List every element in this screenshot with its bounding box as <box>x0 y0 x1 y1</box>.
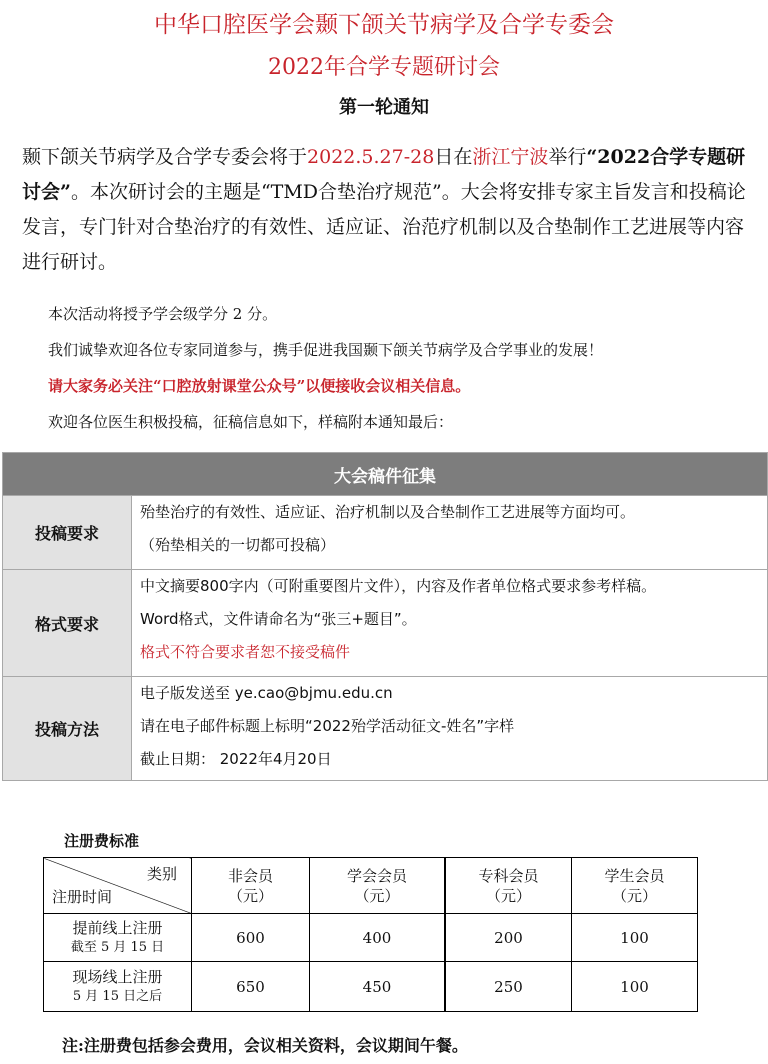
intro-place: 浙江宁波 <box>472 146 549 168</box>
intro-text-4: 。本次研讨会的主题是“TMD合垫治疗规范”。大会将安排专家主旨发言和投稿论发言，专门针对合垫治疗的有效性、适应证、治范疗机制以及合垫制作工艺进展等内容进行研讨。 <box>22 181 746 273</box>
corner-category: 类别 <box>146 865 177 883</box>
col-name: 学会会员 <box>346 866 407 885</box>
fee-cell: 200 <box>445 914 572 962</box>
corner-time: 注册时间 <box>52 888 113 906</box>
col-name: 专科会员 <box>478 866 539 885</box>
row-name: 现场线上注册 <box>72 967 163 986</box>
fee-cell: 100 <box>572 914 698 962</box>
cfp-method-line: 请在电子邮件标题上标明“2022殆学活动征文-姓名”字样 <box>140 717 515 735</box>
cfp-format-warning: 格式不符合要求者恕不接受稿件 <box>140 643 351 661</box>
table-corner-header <box>44 858 192 914</box>
call-for-papers-table <box>2 452 768 781</box>
registration-fee-table <box>43 857 698 1012</box>
registration-label: 注册费标准 <box>64 832 140 850</box>
col-unit: （元） <box>485 886 531 905</box>
col-unit: （元） <box>611 886 657 905</box>
title-society: 中华口腔医学会颞下颌关节病学及合学专委会 <box>154 12 614 38</box>
note-follow-account: 请大家务必关注“口腔放射课堂公众号”以便接收会议相关信息。 <box>48 377 471 395</box>
fee-cell: 450 <box>310 962 446 1012</box>
cfp-requirements <box>132 496 768 570</box>
row-name: 提前线上注册 <box>72 918 163 937</box>
col-header <box>192 858 310 914</box>
fee-cell: 650 <box>192 962 310 1012</box>
note-credit: 本次活动将授予学会级学分 2 分。 <box>48 305 278 323</box>
col-unit: （元） <box>354 886 400 905</box>
col-header <box>310 858 446 914</box>
row-sub: 截至 5 月 15 日 <box>70 939 165 955</box>
fee-cell: 250 <box>445 962 572 1012</box>
table-row <box>44 962 698 1012</box>
footer-note: 注:注册费包括参会费用，会议相关资料，会议期间午餐。 <box>62 1036 468 1055</box>
row-sub: 5 月 15 日之后 <box>72 988 163 1004</box>
col-header <box>572 858 698 914</box>
col-unit: （元） <box>227 886 273 905</box>
row-header <box>44 914 192 962</box>
col-name: 学生会员 <box>604 866 665 885</box>
cfp-label-format: 格式要求 <box>3 570 132 677</box>
intro-text-1: 颞下颌关节病学及合学专委会将于 <box>22 146 308 168</box>
cfp-label-requirements: 投稿要求 <box>3 496 132 570</box>
col-name: 非会员 <box>227 866 273 885</box>
cfp-method-email[interactable]: 电子版发送至 ye.cao@bjmu.edu.cn <box>140 684 393 702</box>
title-seminar: 2022年合学专题研讨会 <box>268 55 500 80</box>
title-notice: 第一轮通知 <box>339 97 429 118</box>
col-header <box>445 858 572 914</box>
intro-date: 2022.5.27-28 <box>307 146 435 168</box>
cfp-requirements-line: 殆垫治疗的有效性、适应证、治疗机制以及合垫制作工艺进展等方面均可。 <box>140 503 636 521</box>
row-header <box>44 962 192 1012</box>
fee-cell: 400 <box>310 914 446 962</box>
intro-text-3: 举行 <box>548 146 587 168</box>
table-row <box>44 914 698 962</box>
cfp-method-deadline: 截止日期： 2022年4月20日 <box>140 750 332 768</box>
intro-text-2: 日在 <box>434 146 473 168</box>
cfp-format <box>132 570 768 677</box>
cfp-label-method: 投稿方法 <box>3 677 132 781</box>
cfp-requirements-line: （殆垫相关的一切都可投稿） <box>140 536 336 554</box>
cfp-method <box>132 677 768 781</box>
notes-list <box>48 303 748 447</box>
intro-paragraph <box>22 140 752 280</box>
note-submission: 欢迎各位医生积极投稿，征稿信息如下，样稿附本通知最后： <box>48 413 454 431</box>
fee-cell: 600 <box>192 914 310 962</box>
cfp-format-line: Word格式，文件请命名为“张三+题目”。 <box>140 610 417 628</box>
cfp-format-line: 中文摘要800字内（可附重要图片文件），内容及作者单位格式要求参考样稿。 <box>140 577 657 595</box>
intro-event-name: “2022合学专题研讨会” <box>22 146 746 203</box>
cfp-title: 大会稿件征集 <box>3 453 768 496</box>
note-welcome: 我们诚挚欢迎各位专家同道参与，携手促进我国颞下颌关节病学及合学事业的发展！ <box>48 341 604 359</box>
fee-cell: 100 <box>572 962 698 1012</box>
